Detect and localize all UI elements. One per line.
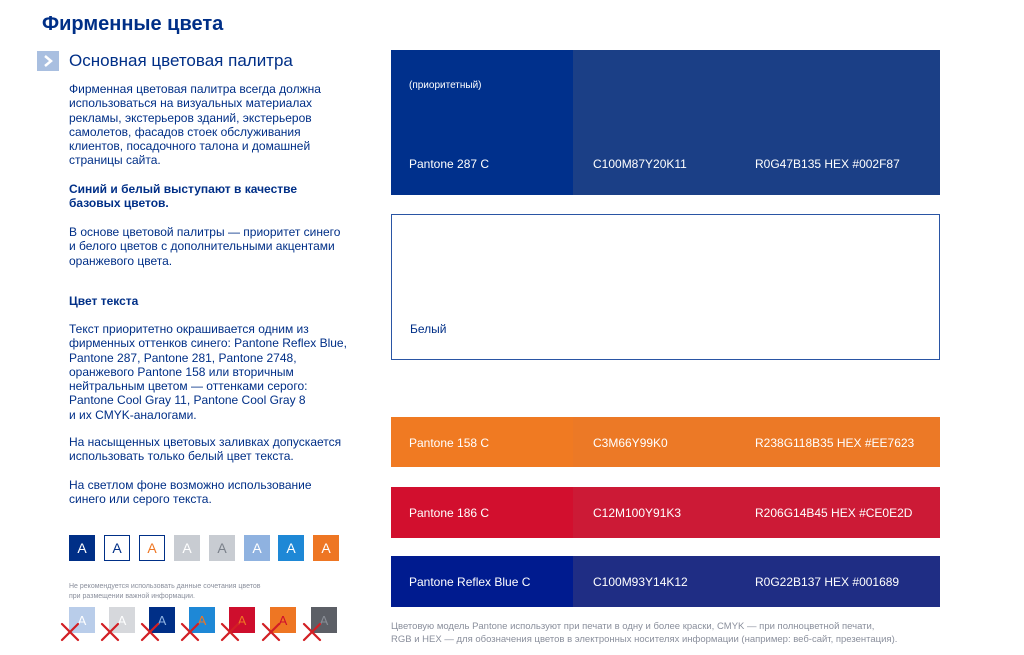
color-bar-pantone-reflex-blue <box>391 556 940 607</box>
color-rgb-hex: R0G47B135 HEX #002F87 <box>755 157 900 171</box>
text-color-body: Текст приоритетно окрашивается одним из фирменных оттенков синего: Pantone Reflex Blue, Pantone 287, Pantone 281, Pantone 2748, оранжевого Pantone 158 или вторичным нейтральным цветом — оттенками серого: Pantone Cool Gray 11, Pantone Cool Gray 8 и их CMYK-аналогами. <box>69 322 347 422</box>
color-bar-right-segment <box>573 50 940 195</box>
saturated-fill-note: На насыщенных цветовых заливках допускается использовать только белый цвет текста. <box>69 435 342 464</box>
not-recommended-swatch: A <box>270 607 296 633</box>
color-name: Pantone 158 C <box>409 436 490 450</box>
recommended-swatch: A <box>69 535 95 561</box>
color-rgb-hex: R238G118B35 HEX #EE7623 <box>755 436 915 450</box>
red-cross-icon <box>139 621 161 643</box>
recommended-swatch: A <box>104 535 130 561</box>
color-model-footnote: Цветовую модель Pantone используют при печати в одну и более краски, CMYK — при полноцветной печати, RGB и HEX — для обозначения цветов в электронных носителях информации (например: веб-сайт, презентация). <box>391 621 898 645</box>
recommended-swatch: A <box>209 535 235 561</box>
color-name: Pantone 287 C <box>409 157 490 171</box>
priority-note: (приоритетный) <box>409 80 482 91</box>
recommended-swatch: A <box>244 535 270 561</box>
recommended-swatch: A <box>174 535 200 561</box>
color-cmyk: C100M93Y14K12 <box>593 575 688 589</box>
red-cross-icon <box>59 621 81 643</box>
color-bar-pantone-158 <box>391 417 940 467</box>
color-bar-pantone-287 <box>391 50 940 195</box>
color-cmyk: C100M87Y20K11 <box>593 157 687 171</box>
intro-text: Фирменная цветовая палитра всегда должна использоваться на визуальных материалах рекламы, экстерьеров зданий, экстерьеров самолетов, фасадов стоек обслуживания клиентов, посадочного талона и домашней страницы сайта. <box>69 82 321 168</box>
not-recommended-swatch: A <box>311 607 337 633</box>
color-rgb-hex: R206G14B45 HEX #CE0E2D <box>755 506 913 520</box>
red-cross-icon <box>219 621 241 643</box>
red-cross-icon <box>260 621 282 643</box>
color-name: Pantone Reflex Blue C <box>409 575 531 589</box>
color-name: Pantone 186 C <box>409 506 490 520</box>
not-recommended-swatch: A <box>69 607 95 633</box>
color-cmyk: C3M66Y99K0 <box>593 436 668 450</box>
color-cmyk: C12M100Y91K3 <box>593 506 682 520</box>
color-name: Белый <box>410 322 447 336</box>
not-recommended-swatch: A <box>149 607 175 633</box>
red-cross-icon <box>301 621 323 643</box>
not-recommended-note: Не рекомендуется использовать данные сочетания цветов при размещении важной информации. <box>69 583 261 600</box>
color-rgb-hex: R0G22B137 HEX #001689 <box>755 575 900 589</box>
color-bar-left-segment <box>391 50 573 195</box>
text-color-heading: Цвет текста <box>69 294 139 308</box>
section-chevron-icon <box>37 51 59 71</box>
red-cross-icon <box>99 621 121 643</box>
section-title: Основная цветовая палитра <box>69 51 293 70</box>
color-bar-pantone-186 <box>391 487 940 538</box>
page-title: Фирменные цвета <box>42 13 224 35</box>
not-recommended-swatch: A <box>189 607 215 633</box>
color-bar-white <box>391 214 940 360</box>
recommended-swatch: A <box>139 535 165 561</box>
base-colors-text: В основе цветовой палитры — приоритет синего и белого цветов с дополнительными акцентами оранжевого цвета. <box>69 225 341 268</box>
recommended-swatch: A <box>313 535 339 561</box>
red-cross-icon <box>179 621 201 643</box>
not-recommended-swatch: A <box>229 607 255 633</box>
recommended-swatch: A <box>278 535 304 561</box>
base-colors-heading: Синий и белый выступают в качестве базовых цветов. <box>69 182 298 211</box>
not-recommended-swatch: A <box>109 607 135 633</box>
light-background-note: На светлом фоне возможно использование синего или серого текста. <box>69 478 312 507</box>
